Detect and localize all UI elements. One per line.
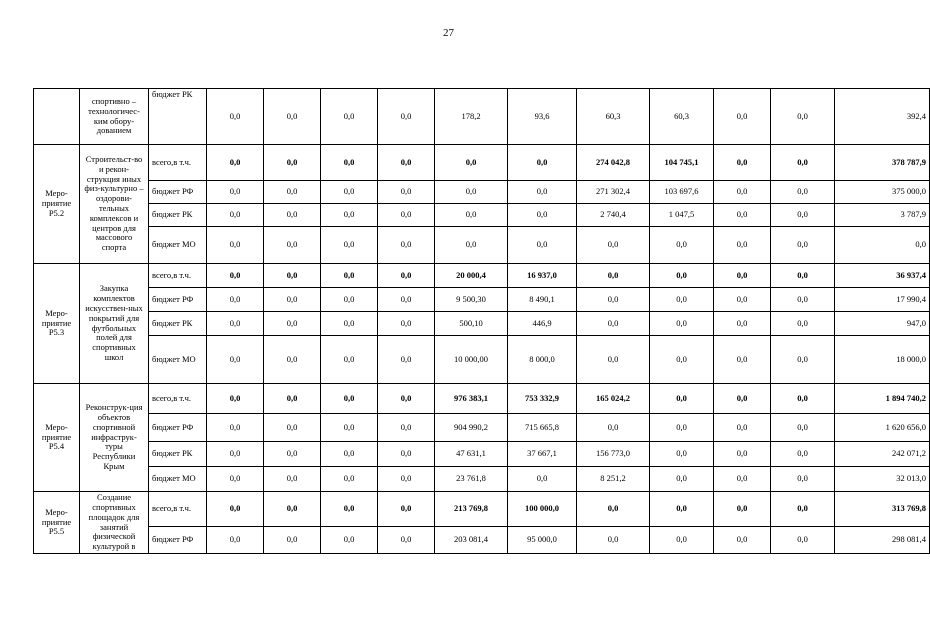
cell-total: 392,4 xyxy=(835,89,930,145)
cell-total: 0,0 xyxy=(835,227,930,264)
cell-value: 0,0 xyxy=(264,264,321,288)
cell-value: 0,0 xyxy=(435,227,508,264)
cell-value: 0,0 xyxy=(650,384,714,414)
cell-total: 298 081,4 xyxy=(835,527,930,554)
table-row xyxy=(34,264,930,288)
cell-value: 0,0 xyxy=(207,384,264,414)
cell-value: 904 990,2 xyxy=(435,414,508,442)
cell-value: 0,0 xyxy=(321,264,378,288)
cell-value: 47 631,1 xyxy=(435,442,508,467)
table-row xyxy=(34,227,930,264)
cell-value: 0,0 xyxy=(508,467,577,492)
cell-total: 375 000,0 xyxy=(835,181,930,204)
cell-value: 0,0 xyxy=(714,145,771,181)
cell-value: 0,0 xyxy=(321,336,378,384)
cell-value: 10 000,00 xyxy=(435,336,508,384)
cell-value: 0,0 xyxy=(378,227,435,264)
funding-source: бюджет РФ xyxy=(149,414,207,442)
table-row xyxy=(34,288,930,312)
cell-value: 0,0 xyxy=(264,336,321,384)
cell-value: 0,0 xyxy=(321,312,378,336)
cell-value: 0,0 xyxy=(577,414,650,442)
cell-value: 0,0 xyxy=(378,89,435,145)
cell-value: 0,0 xyxy=(378,145,435,181)
cell-value: 0,0 xyxy=(321,145,378,181)
cell-value: 274 042,8 xyxy=(577,145,650,181)
cell-value: 8 000,0 xyxy=(508,336,577,384)
cell-total: 36 937,4 xyxy=(835,264,930,288)
cell-total: 1 620 656,0 xyxy=(835,414,930,442)
measure-description: Создание спортивных площадок для занятий физической культурой в xyxy=(80,492,149,554)
cell-value: 0,0 xyxy=(771,204,835,227)
cell-total: 3 787,9 xyxy=(835,204,930,227)
cell-value: 37 667,1 xyxy=(508,442,577,467)
cell-value: 976 383,1 xyxy=(435,384,508,414)
cell-value: 0,0 xyxy=(264,414,321,442)
cell-value: 0,0 xyxy=(508,204,577,227)
cell-value: 0,0 xyxy=(771,288,835,312)
cell-value: 0,0 xyxy=(321,384,378,414)
funding-source: бюджет РФ xyxy=(149,527,207,554)
table-row xyxy=(34,312,930,336)
table-row xyxy=(34,384,930,414)
cell-value: 0,0 xyxy=(207,204,264,227)
cell-total: 378 787,9 xyxy=(835,145,930,181)
cell-value: 0,0 xyxy=(435,181,508,204)
cell-value: 2 740,4 xyxy=(577,204,650,227)
cell-value: 203 081,4 xyxy=(435,527,508,554)
cell-value: 0,0 xyxy=(577,312,650,336)
cell-value: 0,0 xyxy=(378,442,435,467)
cell-value: 60,3 xyxy=(650,89,714,145)
cell-value: 0,0 xyxy=(264,145,321,181)
cell-value: 60,3 xyxy=(577,89,650,145)
cell-total: 1 894 740,2 xyxy=(835,384,930,414)
measure-description: Строительст-во и рекон-струкция иных физ-культурно – оздорови-тельных комплексов и центров для массового спорта xyxy=(80,145,149,264)
cell-total: 242 071,2 xyxy=(835,442,930,467)
cell-value: 0,0 xyxy=(378,384,435,414)
cell-value: 0,0 xyxy=(378,336,435,384)
cell-value: 93,6 xyxy=(508,89,577,145)
cell-value: 0,0 xyxy=(264,527,321,554)
cell-value: 753 332,9 xyxy=(508,384,577,414)
table-row xyxy=(34,414,930,442)
cell-value: 0,0 xyxy=(207,89,264,145)
cell-value: 0,0 xyxy=(650,492,714,527)
funding-source: всего,в т.ч. xyxy=(149,145,207,181)
cell-value: 0,0 xyxy=(264,467,321,492)
page-number: 27 xyxy=(443,27,454,39)
cell-value: 0,0 xyxy=(650,264,714,288)
cell-value: 0,0 xyxy=(714,336,771,384)
cell-value: 0,0 xyxy=(207,264,264,288)
cell-value: 0,0 xyxy=(771,527,835,554)
cell-value: 0,0 xyxy=(577,527,650,554)
cell-value: 16 937,0 xyxy=(508,264,577,288)
cell-value: 0,0 xyxy=(771,89,835,145)
cell-value: 0,0 xyxy=(264,288,321,312)
funding-source: бюджет РК xyxy=(149,89,207,145)
cell-value: 0,0 xyxy=(378,467,435,492)
cell-value: 0,0 xyxy=(771,145,835,181)
cell-value: 0,0 xyxy=(508,145,577,181)
measure-label-empty xyxy=(34,89,80,145)
cell-value: 0,0 xyxy=(207,145,264,181)
cell-value: 0,0 xyxy=(650,227,714,264)
table-row xyxy=(34,89,930,145)
cell-value: 0,0 xyxy=(207,492,264,527)
cell-value: 0,0 xyxy=(207,336,264,384)
cell-value: 0,0 xyxy=(714,384,771,414)
cell-value: 0,0 xyxy=(714,181,771,204)
cell-value: 0,0 xyxy=(771,312,835,336)
cell-value: 100 000,0 xyxy=(508,492,577,527)
cell-value: 0,0 xyxy=(435,204,508,227)
table-row xyxy=(34,492,930,527)
cell-value: 0,0 xyxy=(378,181,435,204)
cell-value: 0,0 xyxy=(207,414,264,442)
cell-value: 0,0 xyxy=(577,336,650,384)
measure-label: Меро-приятие Р5.4 xyxy=(34,384,80,492)
cell-value: 0,0 xyxy=(207,312,264,336)
cell-value: 0,0 xyxy=(321,527,378,554)
cell-value: 0,0 xyxy=(650,467,714,492)
cell-value: 0,0 xyxy=(771,414,835,442)
cell-value: 0,0 xyxy=(264,442,321,467)
cell-total: 947,0 xyxy=(835,312,930,336)
cell-value: 0,0 xyxy=(207,288,264,312)
cell-value: 0,0 xyxy=(264,384,321,414)
cell-value: 0,0 xyxy=(378,264,435,288)
cell-value: 0,0 xyxy=(577,288,650,312)
cell-value: 500,10 xyxy=(435,312,508,336)
cell-value: 0,0 xyxy=(650,527,714,554)
cell-value: 446,9 xyxy=(508,312,577,336)
cell-value: 0,0 xyxy=(771,264,835,288)
cell-value: 271 302,4 xyxy=(577,181,650,204)
cell-total: 32 013,0 xyxy=(835,467,930,492)
measure-label: Меро-приятие Р5.5 xyxy=(34,492,80,554)
cell-value: 0,0 xyxy=(714,312,771,336)
cell-value: 0,0 xyxy=(771,384,835,414)
cell-value: 0,0 xyxy=(264,492,321,527)
cell-value: 0,0 xyxy=(714,89,771,145)
cell-value: 0,0 xyxy=(321,204,378,227)
cell-value: 0,0 xyxy=(321,492,378,527)
cell-value: 0,0 xyxy=(650,312,714,336)
cell-value: 1 047,5 xyxy=(650,204,714,227)
cell-value: 0,0 xyxy=(650,442,714,467)
funding-source: бюджет РК xyxy=(149,442,207,467)
cell-total: 17 990,4 xyxy=(835,288,930,312)
cell-value: 0,0 xyxy=(378,204,435,227)
measure-label: Меро-приятие Р5.2 xyxy=(34,145,80,264)
cell-total: 18 000,0 xyxy=(835,336,930,384)
cell-value: 0,0 xyxy=(321,467,378,492)
cell-value: 0,0 xyxy=(264,204,321,227)
cell-value: 0,0 xyxy=(650,414,714,442)
funding-source: бюджет МО xyxy=(149,227,207,264)
cell-value: 715 665,8 xyxy=(508,414,577,442)
cell-value: 0,0 xyxy=(650,336,714,384)
funding-source: бюджет РК xyxy=(149,204,207,227)
cell-value: 8 490,1 xyxy=(508,288,577,312)
cell-value: 23 761,8 xyxy=(435,467,508,492)
cell-value: 165 024,2 xyxy=(577,384,650,414)
measure-description: спортивно – технологичес-ким обору-дованием xyxy=(80,89,149,145)
cell-value: 0,0 xyxy=(378,492,435,527)
cell-value: 0,0 xyxy=(508,227,577,264)
funding-source: всего,в т.ч. xyxy=(149,384,207,414)
cell-value: 0,0 xyxy=(577,227,650,264)
cell-value: 0,0 xyxy=(264,89,321,145)
funding-source: бюджет РФ xyxy=(149,181,207,204)
cell-value: 0,0 xyxy=(321,414,378,442)
cell-value: 0,0 xyxy=(321,89,378,145)
cell-value: 0,0 xyxy=(714,227,771,264)
table-row xyxy=(34,527,930,554)
cell-value: 0,0 xyxy=(771,467,835,492)
measure-description: Реконструк-ция объектов спортивной инфраструк-туры Республики Крым xyxy=(80,384,149,492)
cell-value: 0,0 xyxy=(378,312,435,336)
cell-value: 0,0 xyxy=(207,227,264,264)
cell-value: 0,0 xyxy=(321,227,378,264)
funding-source: всего,в т.ч. xyxy=(149,492,207,527)
cell-value: 0,0 xyxy=(378,288,435,312)
measure-description: Закупка комплектов искусствен-ных покрытий для футбольных полей для спортивных школ xyxy=(80,264,149,384)
cell-value: 103 697,6 xyxy=(650,181,714,204)
cell-value: 95 000,0 xyxy=(508,527,577,554)
cell-value: 0,0 xyxy=(577,264,650,288)
cell-value: 0,0 xyxy=(714,204,771,227)
cell-value: 213 769,8 xyxy=(435,492,508,527)
cell-value: 0,0 xyxy=(508,181,577,204)
cell-value: 20 000,4 xyxy=(435,264,508,288)
cell-value: 0,0 xyxy=(714,467,771,492)
table-row xyxy=(34,442,930,467)
cell-value: 0,0 xyxy=(650,288,714,312)
funding-source: бюджет РК xyxy=(149,312,207,336)
cell-value: 0,0 xyxy=(207,181,264,204)
cell-value: 0,0 xyxy=(714,442,771,467)
cell-value: 0,0 xyxy=(207,467,264,492)
cell-value: 0,0 xyxy=(207,442,264,467)
cell-value: 0,0 xyxy=(378,414,435,442)
table-row xyxy=(34,145,930,181)
cell-value: 0,0 xyxy=(714,288,771,312)
cell-value: 0,0 xyxy=(714,492,771,527)
cell-value: 0,0 xyxy=(378,527,435,554)
table-row xyxy=(34,467,930,492)
budget-table xyxy=(33,88,930,554)
funding-source: всего,в т.ч. xyxy=(149,264,207,288)
cell-value: 0,0 xyxy=(264,312,321,336)
table-row xyxy=(34,204,930,227)
cell-value: 0,0 xyxy=(771,492,835,527)
cell-value: 0,0 xyxy=(771,336,835,384)
cell-value: 178,2 xyxy=(435,89,508,145)
cell-value: 156 773,0 xyxy=(577,442,650,467)
measure-label: Меро-приятие Р5.3 xyxy=(34,264,80,384)
cell-value: 0,0 xyxy=(264,181,321,204)
cell-value: 0,0 xyxy=(771,181,835,204)
cell-value: 0,0 xyxy=(714,527,771,554)
table-row xyxy=(34,336,930,384)
cell-value: 0,0 xyxy=(714,264,771,288)
cell-value: 0,0 xyxy=(321,288,378,312)
cell-value: 0,0 xyxy=(435,145,508,181)
cell-value: 104 745,1 xyxy=(650,145,714,181)
cell-value: 0,0 xyxy=(321,442,378,467)
table-row xyxy=(34,181,930,204)
cell-value: 0,0 xyxy=(321,181,378,204)
cell-value: 9 500,30 xyxy=(435,288,508,312)
cell-value: 0,0 xyxy=(577,492,650,527)
cell-value: 8 251,2 xyxy=(577,467,650,492)
cell-value: 0,0 xyxy=(771,442,835,467)
funding-source: бюджет МО xyxy=(149,467,207,492)
cell-value: 0,0 xyxy=(264,227,321,264)
funding-source: бюджет РФ xyxy=(149,288,207,312)
cell-total: 313 769,8 xyxy=(835,492,930,527)
funding-source: бюджет МО xyxy=(149,336,207,384)
cell-value: 0,0 xyxy=(207,527,264,554)
cell-value: 0,0 xyxy=(714,414,771,442)
cell-value: 0,0 xyxy=(771,227,835,264)
